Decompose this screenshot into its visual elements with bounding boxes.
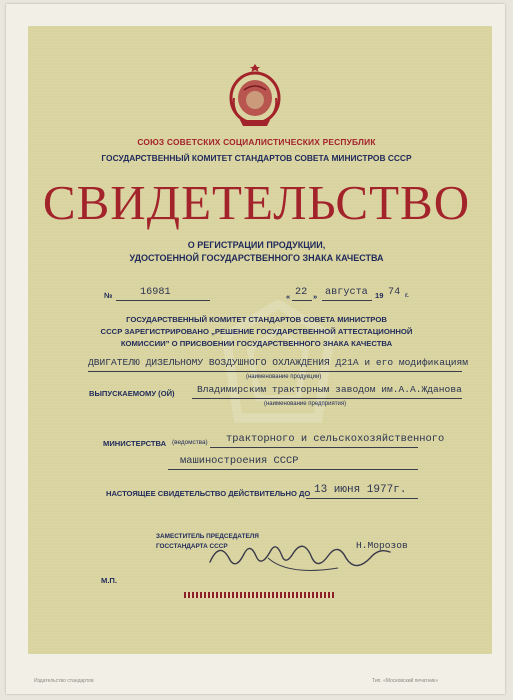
print-info-right: Тип. «Московский печатник» (372, 678, 439, 684)
product-name: ДВИГАТЕЛЮ ДИЗЕЛЬНОМУ ВОЗДУШНОГО ОХЛАЖДЕНИЯ Д21А и его модификациям (88, 357, 468, 368)
number-line (116, 300, 210, 301)
body-line-2: СССР ЗАРЕГИСТРИРОВАНО „РЕШЕНИЕ ГОСУДАРСТВЕННОЙ АТТЕСТАЦИОННОЙ (100, 327, 413, 336)
manufacturer-name: Владимирским тракторным заводом им.А.А.Жданова (197, 384, 462, 395)
ministry-name-line-1: тракторного и сельскохозяйственного (226, 433, 445, 445)
manufacturer-line (192, 398, 462, 399)
ministry-label-small: (ведомства) (172, 439, 208, 446)
page-title: СВИДЕТЕЛЬСТВО (42, 175, 471, 230)
body-line-1: ГОСУДАРСТВЕННЫЙ КОМИТЕТ СТАНДАРТОВ СОВЕТА МИНИСТРОВ (126, 315, 387, 324)
date-year-prefix: 19 (375, 291, 384, 300)
number-label: № (104, 291, 113, 300)
manufacturer-label: ВЫПУСКАЕМОМУ (ОЙ) (89, 389, 175, 398)
validity-line (306, 498, 418, 499)
signatory-name: Н.Морозов (356, 540, 408, 551)
decorative-red-border-strip (184, 592, 334, 598)
handwritten-signature-icon (208, 528, 398, 580)
date-suffix: г. (405, 292, 409, 299)
signatory-role-line-2: ГОССТАНДАРТА СССР (156, 543, 228, 550)
union-heading: СОЮЗ СОВЕТСКИХ СОЦИАЛИСТИЧЕСКИХ РЕСПУБЛИК (137, 137, 376, 147)
ministry-label: МИНИСТЕРСТВА (103, 439, 167, 448)
subtitle-line-1: О РЕГИСТРАЦИИ ПРОДУКЦИИ, (187, 240, 326, 250)
committee-heading: ГОСУДАРСТВЕННЫЙ КОМИТЕТ СТАНДАРТОВ СОВЕТА МИНИСТРОВ СССР (101, 153, 412, 163)
date-quote-open: « (286, 292, 291, 301)
date-day-line (292, 300, 312, 301)
subtitle-line-2: УДОСТОЕННОЙ ГОСУДАРСТВЕННОГО ЗНАКА КАЧЕСТВА (129, 253, 384, 263)
validity-date: 13 июня 1977г. (314, 484, 407, 496)
ministry-line-2 (168, 469, 418, 470)
date-month: августа (325, 287, 368, 298)
ministry-line-1 (210, 447, 418, 448)
print-info-left: Издательство стандартов (34, 678, 94, 684)
validity-label: НАСТОЯЩЕЕ СВИДЕТЕЛЬСТВО ДЕЙСТВИТЕЛЬНО ДО (106, 489, 311, 498)
date-quote-close: » (313, 292, 318, 301)
date-year: 74 (388, 287, 401, 298)
product-caption: (наименование продукции) (246, 374, 322, 380)
signatory-role-line-1: ЗАМЕСТИТЕЛЬ ПРЕДСЕДАТЕЛЯ (156, 533, 259, 540)
seal-label: М.П. (101, 576, 118, 585)
product-line (88, 371, 462, 372)
body-line-3: КОМИССИИ” О ПРИСВОЕНИИ ГОСУДАРСТВЕННОГО ЗНАКА КАЧЕСТВА (120, 339, 393, 348)
state-emblem-icon (224, 60, 286, 132)
date-month-line (322, 300, 372, 301)
certificate-number: 16981 (140, 287, 171, 298)
date-day: 22 (295, 287, 308, 298)
ministry-name-line-2: машиностроения СССР (180, 455, 299, 467)
manufacturer-caption: (наименование предприятия) (264, 401, 347, 407)
